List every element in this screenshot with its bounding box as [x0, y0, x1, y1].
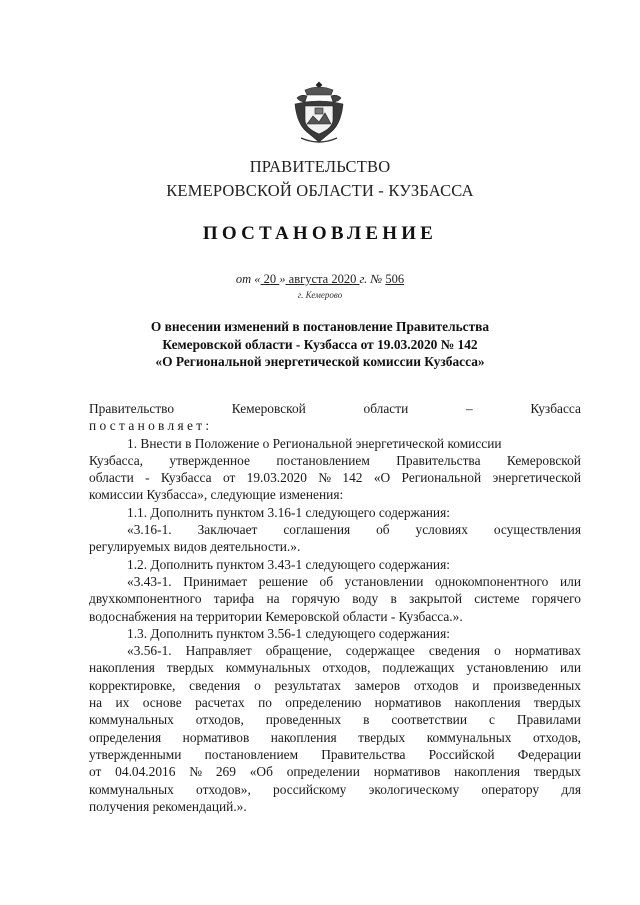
body-word: закрытой — [409, 591, 463, 607]
body-text: получения рекомендаций.». — [89, 798, 247, 814]
body-word: российскому — [273, 781, 347, 797]
body-line — [89, 729, 581, 746]
body-text: 1.1. Дополнить пунктом 3.16-1 следующего содержания: — [127, 504, 450, 520]
body-text: регулируемых видов деятельности.». — [89, 539, 301, 555]
body-word: оператору — [481, 781, 540, 797]
body-line — [89, 711, 581, 728]
body-word: твердых — [358, 729, 406, 745]
body-word: обращение, — [265, 643, 332, 659]
heading-line: О внесении изменений в постановление Правительства — [150, 319, 490, 334]
body-word: № — [318, 470, 332, 486]
date-day: 20 — [260, 272, 280, 286]
body-word: «О — [373, 470, 391, 486]
body-line — [89, 521, 581, 538]
body-line — [89, 746, 581, 763]
body-word: Правительства — [396, 452, 481, 468]
body-word: нормативах — [514, 643, 581, 659]
body-word: содержащее — [345, 643, 415, 659]
body-text: 1.3. Дополнить пунктом 3.56-1 следующего содержания: — [127, 625, 450, 641]
body-word: об — [319, 573, 334, 589]
body-word: экологическому — [368, 781, 460, 797]
body-line — [89, 798, 581, 815]
heading-line: «О Региональной энергетической комиссии Кузбасса» — [155, 354, 485, 369]
body-word: 04.04.2016 — [115, 764, 176, 780]
body-word: твердых — [533, 695, 581, 711]
body-word: тарифа — [213, 591, 255, 607]
body-word: коммунальных — [426, 729, 512, 745]
body-text: водоснабжения на территории Кемеровской области - Кузбасса.». — [89, 608, 463, 624]
body-word: расчетах — [195, 695, 245, 711]
body-text: 1. Внести в Положение о Региональной энергетической комиссии — [127, 435, 502, 451]
government-name-line2: КЕМЕРОВСКОЙ ОБЛАСТИ - КУЗБАССА — [166, 181, 474, 200]
body-word: отходов, — [195, 712, 244, 728]
body-word: Кузбасса — [530, 401, 581, 416]
body-word: однокомпонентного — [434, 573, 549, 589]
body-word: или — [559, 573, 581, 589]
body-line — [89, 608, 581, 625]
document-heading — [120, 318, 520, 371]
body-line — [89, 763, 581, 780]
number-prefix: г. № — [359, 272, 386, 286]
body-word: замеров — [354, 677, 401, 693]
body-line — [89, 625, 581, 642]
body-word: Правительство — [89, 401, 175, 416]
body-word: отходов», — [196, 781, 251, 797]
body-line — [89, 538, 581, 555]
body-word: постановлением — [276, 452, 370, 468]
date-month-year: августа 2020 — [285, 272, 360, 286]
document-date-line — [0, 272, 640, 287]
body-word: 142 — [342, 470, 363, 486]
body-word: проведенных — [265, 712, 342, 728]
body-word: условиях — [415, 522, 468, 538]
body-word: «3.56-1. — [127, 643, 172, 659]
body-text: 1.2. Дополнить пунктом 3.43-1 следующего содержания: — [127, 556, 450, 572]
body-word: их — [115, 695, 130, 711]
body-word: нормативов — [374, 695, 442, 711]
body-word: с — [488, 712, 495, 728]
body-line — [89, 694, 581, 711]
body-line — [89, 417, 581, 434]
body-line — [89, 677, 581, 694]
body-word: Правилами — [516, 712, 581, 728]
body-word: отходов, — [532, 729, 581, 745]
body-word: коммунальных — [225, 660, 311, 676]
body-word: корректировке, — [89, 677, 176, 693]
body-word: двухкомпонентного — [89, 591, 202, 607]
body-word: Направляет — [185, 643, 252, 659]
body-word: «Об — [249, 764, 273, 780]
body-line — [89, 469, 581, 486]
body-word: Кузбасса, — [89, 452, 144, 468]
document-number: 506 — [385, 272, 405, 286]
body-word: определении — [286, 764, 360, 780]
body-word: накопления — [454, 764, 521, 780]
body-word: осуществления — [493, 522, 581, 538]
body-word: подлежащих — [382, 660, 455, 676]
body-word: энергетической — [492, 470, 581, 486]
document-type-title: ПОСТАНОВЛЕНИЕ — [202, 223, 438, 244]
body-word: системе — [474, 591, 520, 607]
body-line — [89, 642, 581, 659]
body-word: отходов — [413, 677, 459, 693]
body-word: или — [559, 660, 581, 676]
body-word: об — [376, 522, 390, 538]
body-word: горячую — [291, 591, 340, 607]
body-word: твердых — [533, 764, 581, 780]
body-word: области — [89, 470, 134, 486]
body-line — [89, 435, 581, 452]
body-word: Кемеровской — [506, 452, 581, 468]
body-word: нормативов — [373, 764, 441, 780]
body-line — [89, 590, 581, 607]
body-word: № — [189, 764, 203, 780]
body-word: от — [222, 470, 236, 486]
resolution-word: постановляет: — [89, 418, 213, 434]
body-word: и — [472, 677, 480, 693]
body-word: от — [89, 764, 102, 780]
body-line — [89, 504, 581, 521]
body-word: сведения — [189, 677, 241, 693]
body-word: 269 — [215, 764, 236, 780]
body-word: Принимает — [183, 573, 248, 589]
body-line — [89, 556, 581, 573]
body-word: Российской — [428, 746, 495, 762]
body-word: Кемеровской — [231, 401, 306, 416]
body-line — [89, 659, 581, 676]
body-word: произведенных — [493, 677, 581, 693]
body-word: установлении — [344, 573, 424, 589]
document-body — [89, 400, 581, 815]
body-word: о — [254, 677, 261, 693]
body-line — [89, 573, 581, 590]
body-word: Заключает — [197, 522, 258, 538]
body-word: «3.43-1. — [127, 573, 172, 589]
kemerovo-coat-of-arms-icon — [291, 80, 347, 146]
body-word: коммунальных — [89, 781, 174, 797]
date-quote: » — [279, 272, 286, 286]
body-word: накопления — [454, 695, 521, 711]
body-word: утвержденными — [89, 746, 182, 762]
body-word: в — [363, 712, 370, 728]
date-prefix: от « — [235, 272, 261, 286]
body-word: о — [494, 643, 501, 659]
heading-line: Кемеровской области - Кузбасса от 19.03.2020 № 142 — [162, 336, 478, 352]
body-word: соглашения — [283, 522, 351, 538]
body-line — [89, 452, 581, 469]
body-line — [89, 486, 581, 503]
body-word: – — [465, 401, 473, 416]
body-word: нормативов — [182, 729, 250, 745]
body-word: в — [390, 591, 397, 607]
body-word: определения — [89, 729, 162, 745]
body-word: накопления — [89, 660, 155, 676]
body-word: «3.16-1. — [127, 522, 172, 538]
body-line — [89, 400, 581, 417]
body-word: горячего — [531, 591, 581, 607]
body-word: определению — [285, 695, 362, 711]
body-word: основе — [142, 695, 182, 711]
body-word: Кузбасса — [160, 470, 212, 486]
city-name: г. Кемерово — [297, 290, 343, 300]
body-word: воду — [352, 591, 379, 607]
body-word: накопления — [270, 729, 337, 745]
body-word: на — [266, 591, 280, 607]
body-word: утвержденное — [169, 452, 250, 468]
body-word: для — [561, 781, 581, 797]
government-name-line1: ПРАВИТЕЛЬСТВО — [249, 157, 391, 176]
body-word: на — [89, 695, 103, 711]
body-word: области — [363, 401, 409, 416]
body-word: соответствии — [391, 712, 468, 728]
body-word: сведения — [428, 643, 481, 659]
body-word: 19.03.2020 — [246, 470, 307, 486]
body-word: Федерации — [517, 746, 581, 762]
body-word: результатах — [274, 677, 341, 693]
body-word: Региональной — [401, 470, 482, 486]
body-word: отходов, — [322, 660, 371, 676]
body-text: комиссии Кузбасса», следующие изменения: — [89, 487, 344, 503]
body-word: твердых — [166, 660, 214, 676]
body-word: по — [258, 695, 272, 711]
body-word: Правительства — [321, 746, 406, 762]
body-word: коммунальных — [89, 712, 174, 728]
body-word: - — [145, 470, 150, 486]
body-line — [89, 781, 581, 798]
body-word: установлению — [466, 660, 549, 676]
body-word: постановлением — [204, 746, 299, 762]
body-word: решение — [258, 573, 308, 589]
